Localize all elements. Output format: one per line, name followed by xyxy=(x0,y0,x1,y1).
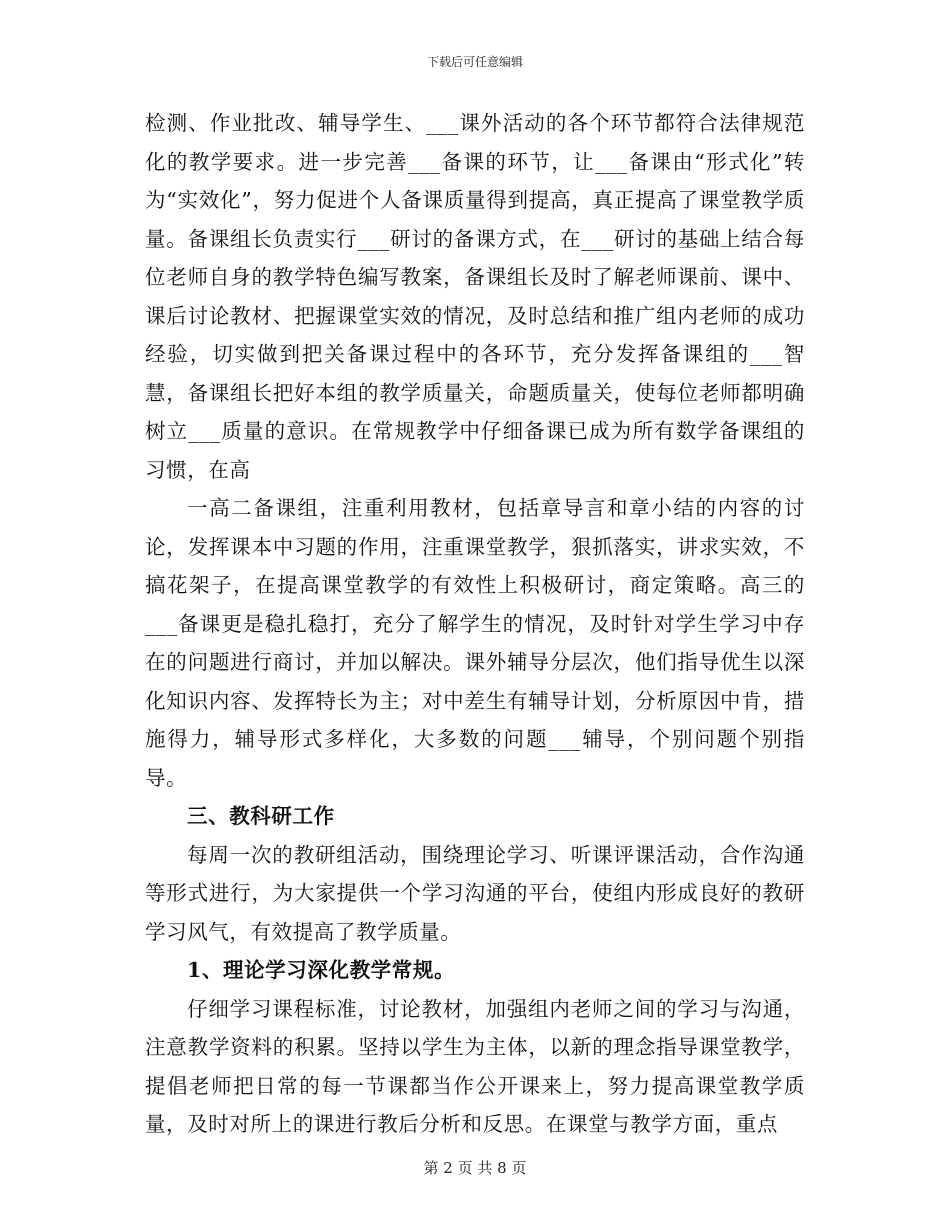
page-footer-page-number: 第 2 页 共 8 页 xyxy=(423,1159,527,1177)
paragraph-grade-groups: 一高二备课组，注重利用教材，包括章导言和章小结的内容的讨论，发挥课本中习题的作用，注重课堂教学，狠抓落实，讲求实效，不搞花架子，在提高课堂教学的有效性上积极研讨，商定策略。高三的___备课更是稳扎稳打，充分了解学生的情况，及时针对学生学习中存在的问题进行商讨，并加以解决。课外辅导分层次，他们指导优生以深化知识内容、发挥特长为主；对中差生有辅导计划，分析原因中肯，措施得力，辅导形式多样化，大多数的问题___辅导，个别问题个别指导。 xyxy=(145,496,805,790)
paragraph-weekly-activity: 每周一次的教研组活动，围绕理论学习、听课评课活动，合作沟通等形式进行，为大家提供一个学习沟通的平台，使组内形成良好的教研学习风气，有效提高了教学质量。 xyxy=(145,842,805,944)
page-header: 下载后可任意编辑 xyxy=(426,55,523,69)
section-heading-research-work: 三、教科研工作 xyxy=(187,804,335,828)
paragraph-lesson-prep-requirements: 检测、作业批改、辅导学生、___课外活动的各个环节都符合法律规范化的教学要求。进一步完善___备课的环节，让___备课由“形式化”转为“实效化”，努力促进个人备课质量得到提高，真正提高了课堂教学质量。备课组长负责实行___研讨的备课方式，在___研讨的基础上结合每位老师自身的教学特色编写教案，备课组长及时了解老师课前、课中、课后讨论教材、把握课堂实效的情况，及时总结和推广组内老师的成功经验，切实做到把关备课过程中的各环节，充分发挥备课组的___智慧，备课组长把好本组的教学质量关，命题质量关，使每位老师都明确树立___质量的意识。在常规教学中仔细备课已成为所有数学备课组的习惯，在高 xyxy=(145,111,805,482)
subsection-heading-theory-study: 1、理论学习深化教学常规。 xyxy=(187,958,456,982)
document-body xyxy=(145,104,805,1144)
paragraph-curriculum-study: 仔细学习课程标准，讨论教材，加强组内老师之间的学习与沟通，注意教学资料的积累。坚持以学生为主体，以新的理念指导课堂教学，提倡老师把日常的每一节课都当作公开课来上，努力提高课堂教学质量，及时对所上的课进行教后分析和反思。在课堂与教学方面，重点 xyxy=(145,996,805,1136)
